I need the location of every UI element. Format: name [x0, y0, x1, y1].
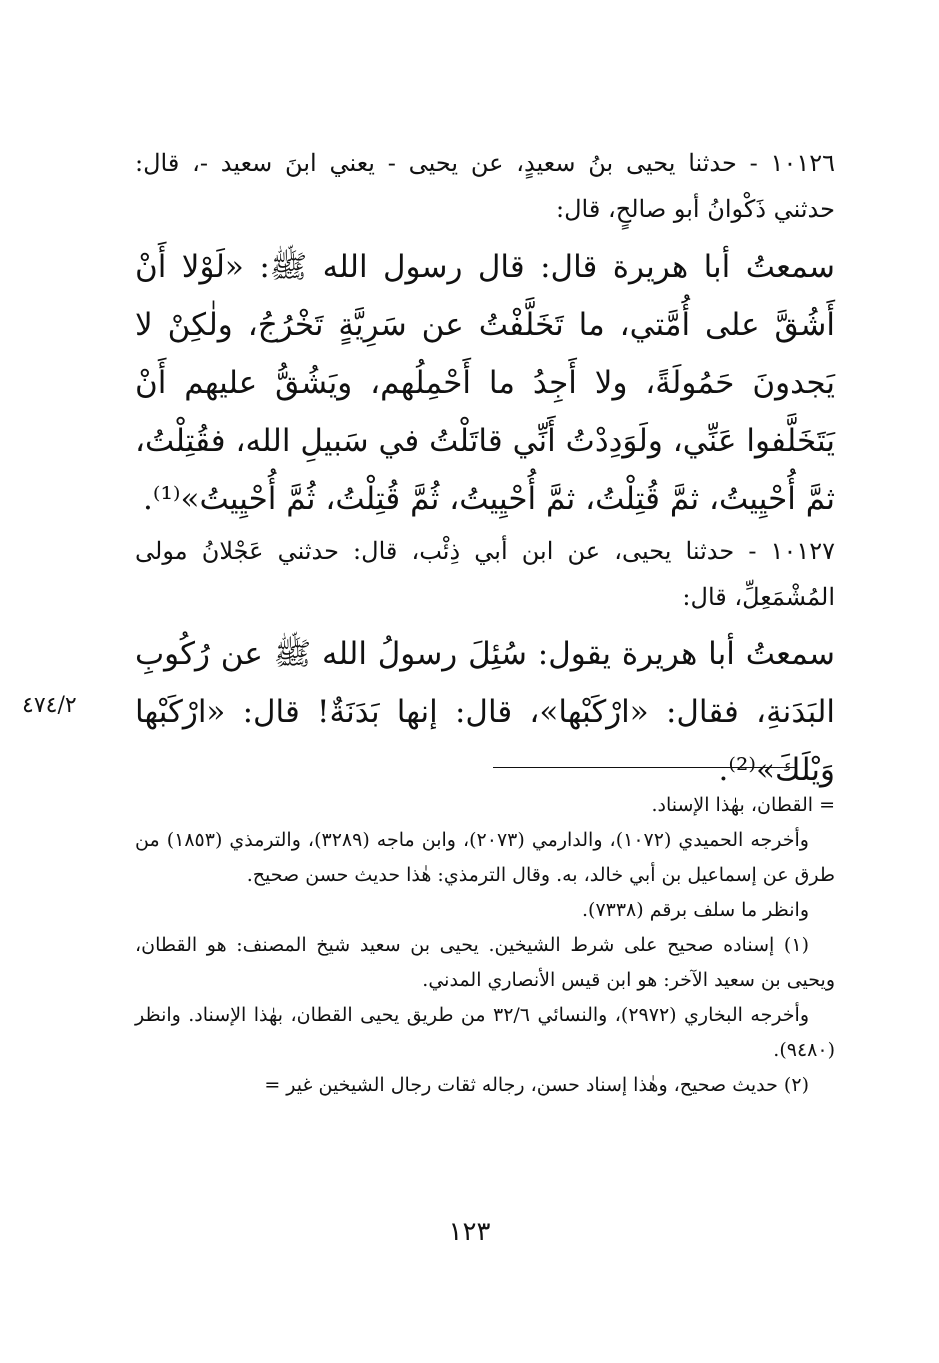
- footnotes: [135, 788, 835, 1103]
- page-number: ١٢٣: [448, 1217, 491, 1247]
- footnote-continuation: = القطان، بهٰذا الإسناد.: [651, 794, 835, 816]
- footnote-separator: [493, 767, 795, 768]
- footnote-1-takhrij: وأخرجه البخاري (٢٩٧٢)، والنسائي ٣٢/٦ من طريق يحيى القطان، بهٰذا الإسناد. وانظر (٩٤٨٠).: [135, 1004, 835, 1061]
- footnote-continuation-see-also: وانظر ما سلف برقم (٧٣٣٨).: [581, 899, 809, 921]
- hadith-10126-isnad: ١٠١٢٦ - حدثنا يحيى بنُ سعيدٍ، عن يحيى - يعني ابنَ سعيد -، قال: حدثني ذَكْوانُ أبو صالحٍ، قال:: [135, 149, 835, 223]
- footnote-1: (١) إسناده صحيح على شرط الشيخين. يحيى بن سعيد شيخ المصنف: هو القطان، ويحيى بن سعيد الآخر: هو ابن قيس الأنصاري المدني.: [135, 934, 835, 991]
- hadith-10127-isnad: ١٠١٢٧ - حدثنا يحيى، عن ابن أبي ذِئْب، قال: حدثني عَجْلانُ مولى المُشْمَعِلِّ، قال:: [135, 537, 835, 611]
- margin-volume-page-reference: ٤٧٤/٢: [22, 693, 77, 718]
- footnote-continuation-takhrij: وأخرجه الحميدي (١٠٧٢)، والدارمي (٢٠٧٣)، وابن ماجه (٣٢٨٩)، والترمذي (١٨٥٣) من طرق عن إسماعيل بن أبي خالد، به. وقال الترمذي: هٰذا حديث حسن صحيح.: [135, 829, 835, 886]
- hadith-10126-matn: سمعتُ أبا هريرة قال: قال رسول الله ﷺ: «لَوْلا أَنْ أَشُقَّ على أُمَّتي، ما تَخَلَّفْتُ عن سَرِيَّةٍ تَخْرُجُ، ولٰكِنْ لا يَجدونَ حَمُولَةً، ولا أَجِدُ ما أَحْمِلُهم، ويَشُقُّ عليهم أَنْ يَتَخَلَّفوا عَنِّي، ولَوَدِدْتُ أَنِّي قاتَلْتُ في سَبيلِ الله، فقُتِلْتُ، ثمَّ أُحْيِيتُ، ثمَّ قُتِلْتُ، ثمَّ أُحْيِيتُ، ثُمَّ قُتِلْتُ، ثُمَّ أُحْيِيتُ»⁽¹⁾.: [135, 249, 835, 517]
- footnote-2: (٢) حديث صحيح، وهٰذا إسناد حسن، رجاله ثقات رجال الشيخين غير =: [264, 1074, 809, 1096]
- hadith-10127-matn: سمعتُ أبا هريرة يقول: سُئِلَ رسولُ الله ﷺ عن رُكُوبِ البَدَنةِ، فقال: «ارْكَبْها»، قال: إنها بَدَنَةٌ! قال: «ارْكَبْها وَيْلَكَ»⁽²⁾.: [135, 636, 835, 788]
